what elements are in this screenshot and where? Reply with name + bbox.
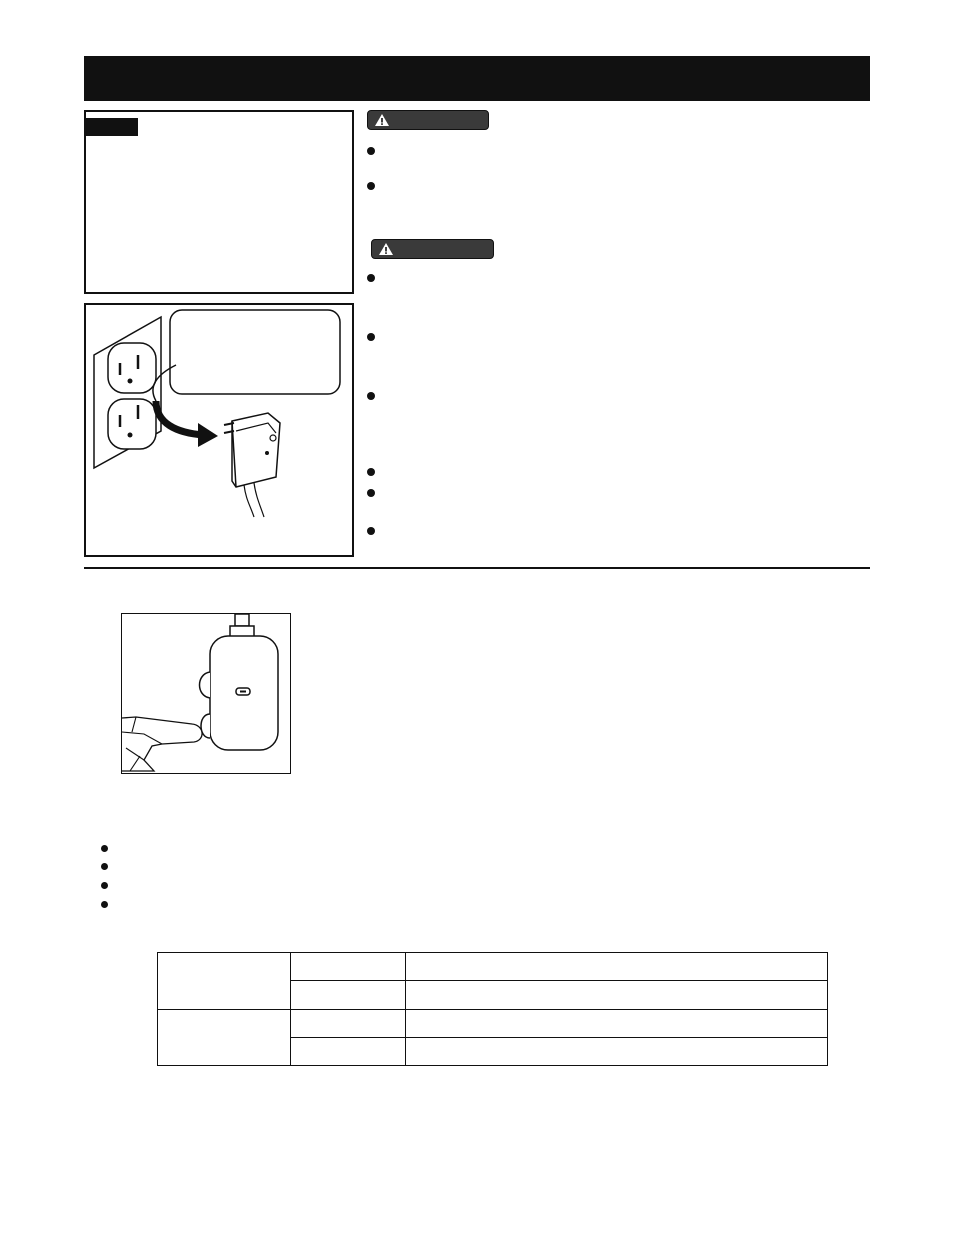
- outlet-adapter-illustration: [86, 305, 352, 555]
- table-cell: [291, 953, 406, 981]
- bullet: [367, 333, 375, 341]
- table-cell: [291, 981, 406, 1009]
- bullet: [101, 901, 108, 908]
- note-box: [84, 110, 354, 294]
- warning-badge-2: [371, 239, 494, 259]
- table-cell: [158, 1009, 291, 1066]
- table-row: [158, 1009, 828, 1037]
- spec-table: [157, 952, 828, 1066]
- table-row: [158, 953, 828, 981]
- bullet: [367, 489, 375, 497]
- table-cell: [291, 1037, 406, 1065]
- warning-triangle-icon: [374, 113, 390, 127]
- bullet: [367, 527, 375, 535]
- bullet: [367, 147, 375, 155]
- section-header-bar: [84, 56, 870, 101]
- note-tag: [85, 118, 138, 136]
- bullet: [367, 392, 375, 400]
- table-cell: [158, 953, 291, 1010]
- table-cell: [406, 1009, 828, 1037]
- warning-triangle-icon: [378, 242, 394, 256]
- bullet: [367, 182, 375, 190]
- bullet: [101, 845, 108, 852]
- bullet: [101, 863, 108, 870]
- table-cell: [291, 1009, 406, 1037]
- table-cell: [406, 981, 828, 1009]
- hand-press-illustration: [122, 614, 289, 772]
- section-divider: [84, 567, 870, 569]
- device-button-figure: [121, 613, 291, 774]
- table-cell: [406, 953, 828, 981]
- table-cell: [406, 1037, 828, 1065]
- bullet: [101, 882, 108, 889]
- warning-badge-1: [367, 110, 489, 130]
- bullet: [367, 274, 375, 282]
- bullet: [367, 468, 375, 476]
- outlet-adapter-figure: [84, 303, 354, 557]
